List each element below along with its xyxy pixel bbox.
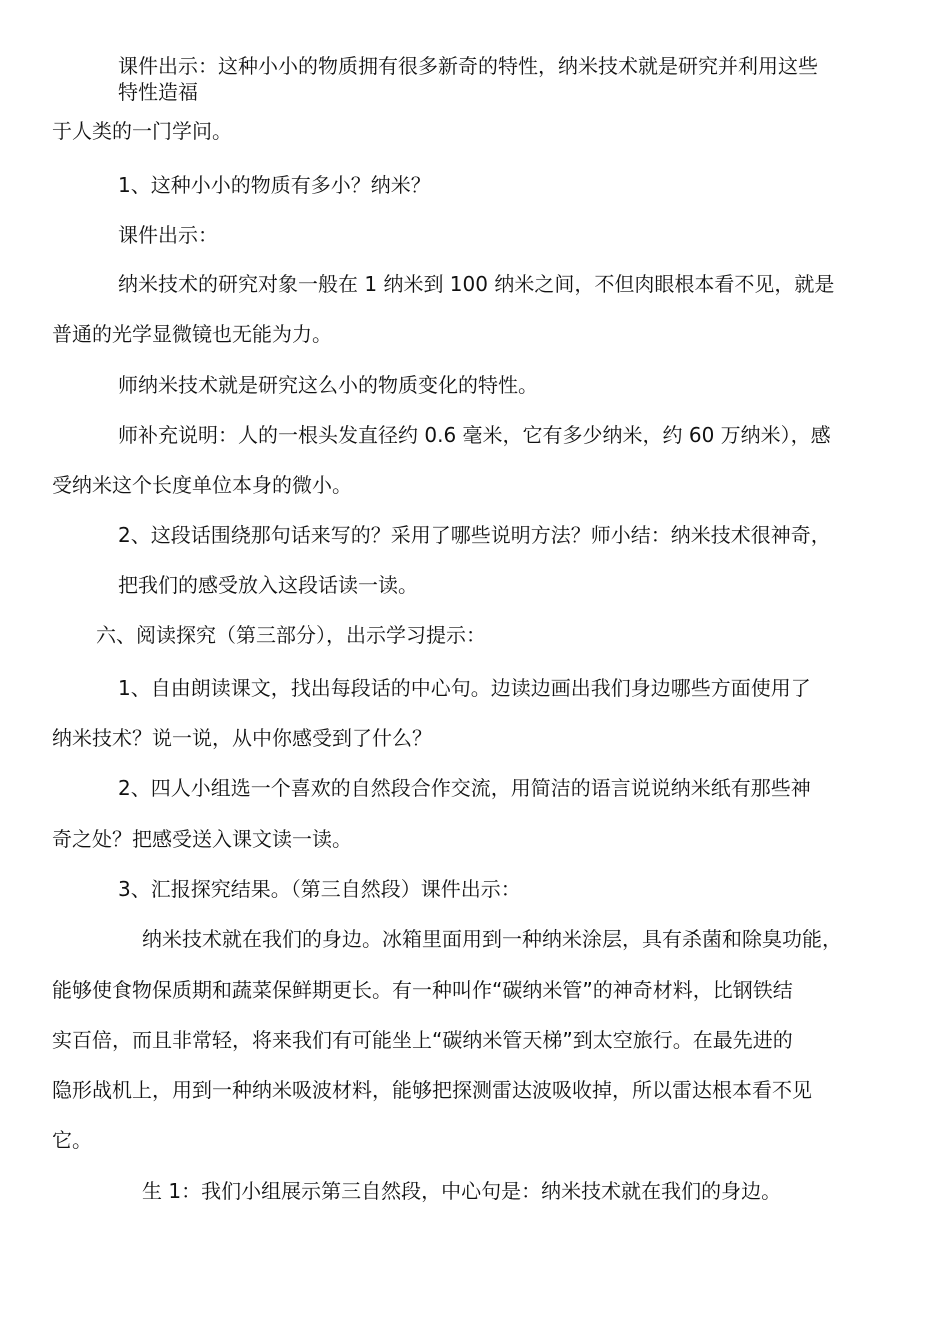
text-line: 纳米技术的研究对象一般在 1 纳米到 100 纳米之间，不但肉眼根本看不见，就是: [118, 272, 835, 296]
text-line: 于人类的一门学问。: [52, 119, 232, 143]
text-line: 1、自由朗读课文，找出每段话的中心句。边读边画出我们身边哪些方面使用了: [118, 676, 811, 700]
text-line: 纳米技术？说一说，从中你感受到了什么？: [52, 726, 432, 750]
text-line: 实百倍，而且非常轻，将来我们有可能坐上“碳纳米管天梯”到太空旅行。在最先进的: [52, 1028, 793, 1052]
text-line: 受纳米这个长度单位本身的微小。: [52, 473, 352, 497]
text-line: 它。: [52, 1128, 92, 1152]
text-line: 课件出示：这种小小的物质拥有很多新奇的特性，纳米技术就是研究并利用这些: [118, 54, 818, 78]
text-line: 1、这种小小的物质有多小？纳米？: [118, 173, 431, 197]
text-line: 师纳米技术就是研究这么小的物质变化的特性。: [118, 373, 538, 397]
section-heading: 六、阅读探究（第三部分），出示学习提示：: [96, 623, 486, 647]
text-line: 课件出示：: [118, 223, 218, 247]
text-line: 师补充说明：人的一根头发直径约 0.6 毫米，它有多少纳米，约 60 万纳米），感: [118, 423, 831, 447]
text-line: 把我们的感受放入这段话读一读。: [118, 573, 418, 597]
text-line: 2、这段话围绕那句话来写的？采用了哪些说明方法？师小结：纳米技术很神奇，: [118, 523, 831, 547]
text-line: 3、汇报探究结果。（第三自然段）课件出示：: [118, 877, 521, 901]
text-line: 2、四人小组选一个喜欢的自然段合作交流，用简洁的语言说说纳米纸有那些神: [118, 776, 811, 800]
text-line: 能够使食物保质期和蔬菜保鲜期更长。有一种叫作“碳纳米管”的神奇材料，比钢铁结: [52, 978, 793, 1002]
text-line: 隐形战机上，用到一种纳米吸波材料，能够把探测雷达波吸收掉，所以雷达根本看不见: [52, 1078, 812, 1102]
text-line: 特性造福: [118, 80, 198, 104]
text-line: 生 1：我们小组展示第三自然段，中心句是：纳米技术就在我们的身边。: [142, 1179, 782, 1203]
text-line: 纳米技术就在我们的身边。冰箱里面用到一种纳米涂层，具有杀菌和除臭功能，: [142, 927, 842, 951]
text-line: 奇之处？把感受送入课文读一读。: [52, 827, 352, 851]
text-line: 普通的光学显微镜也无能为力。: [52, 322, 332, 346]
